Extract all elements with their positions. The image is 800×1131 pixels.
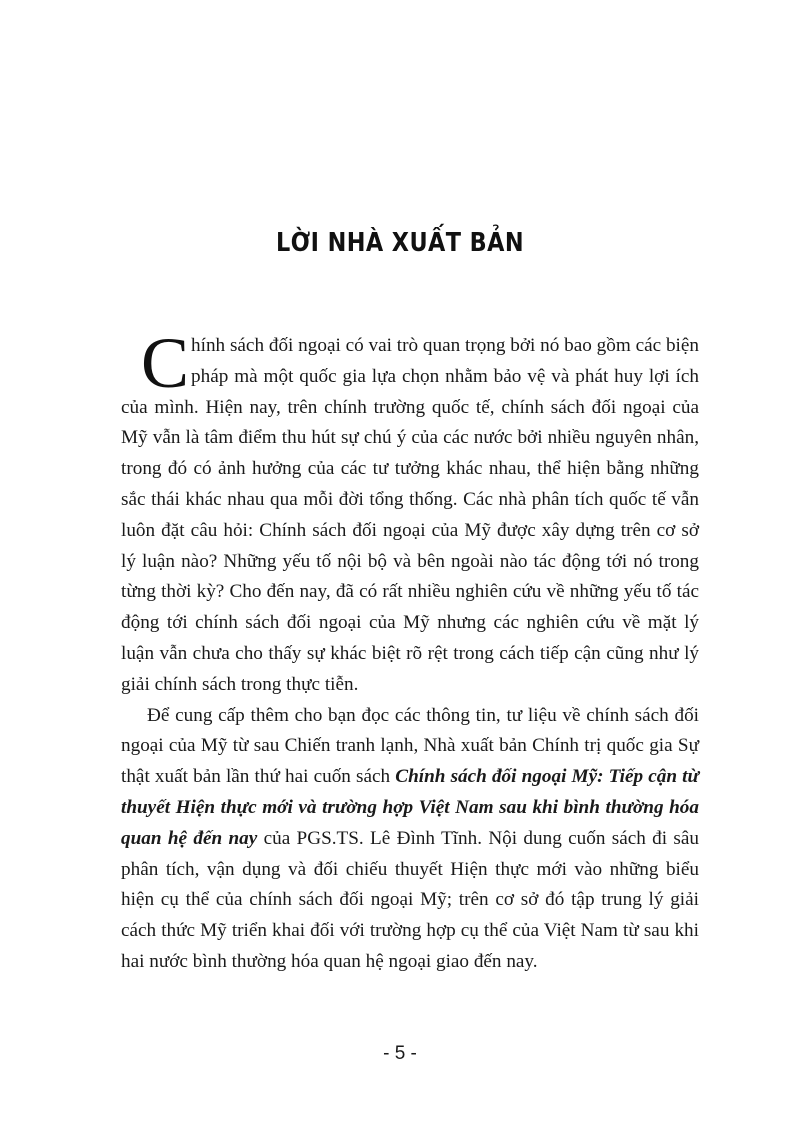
paragraph-1-text: hính sách đối ngoại có vai trò quan trọng bởi nó bao gồm các biện pháp mà một quốc gia lựa chọn nhằm bảo vệ và phát huy lợi ích của mình. Hiện nay, trên chính trường quốc tế, chính sách đối ngoại của Mỹ vẫn là tâm điểm thu hút sự chú ý của các nước bởi nhiều nguyên nhân, trong đó có ảnh hưởng của các tư tưởng khác nhau, thể hiện bằng những sắc thái khác nhau qua mỗi đời tổng thống. Các nhà phân tích quốc tế vẫn luôn đặt câu hỏi: Chính sách đối ngoại của Mỹ được xây dựng trên cơ sở lý luận nào? Những yếu tố nội bộ và bên ngoài nào tác động tới nó trong từng thời kỳ? Cho đến nay, đã có rất nhiều nghiên cứu về những yếu tố tác động tới chính sách đối ngoại của Mỹ nhưng các nghiên cứu về mặt lý luận vẫn chưa cho thấy sự khác biệt rõ rệt trong cách tiếp cận cũng như lý giải chính sách trong thực tiễn. xyxy=(121,335,699,695)
body-text xyxy=(121,323,700,978)
paragraph-2-text-before: Để cung cấp thêm cho bạn đọc các thông tin, tư liệu về chính sách đối ngoại của Mỹ từ sau Chiến tranh lạnh, Nhà xuất bản Chính trị quốc gia Sự thật xuất bản lần thứ hai cuốn sách xyxy=(121,704,699,788)
paragraph-2 xyxy=(121,701,699,978)
book-title: Chính sách đối ngoại Mỹ: Tiếp cận từ thuyết Hiện thực mới và trường hợp Việt Nam sau khi bình thường hóa quan hệ đến nay xyxy=(121,766,700,849)
paragraph-2-text-after: của PGS.TS. Lê Đình Tĩnh. Nội dung cuốn sách đi sâu phân tích, vận dụng và đối chiếu thuyết Hiện thực mới vào những biểu hiện cụ thể của chính sách đối ngoại Mỹ; trên cơ sở đó tập trung lý giải cách thức Mỹ triển khai đối với trường hợp cụ thể của Việt Nam từ sau khi hai nước bình thường hóa quan hệ ngoại giao đến nay. xyxy=(121,827,699,972)
drop-cap: C xyxy=(141,323,190,403)
page-number: - 5 - xyxy=(383,1043,417,1064)
paragraph-1 xyxy=(121,323,699,701)
page-title: LỜI NHÀ XUẤT BẢN xyxy=(275,228,525,258)
